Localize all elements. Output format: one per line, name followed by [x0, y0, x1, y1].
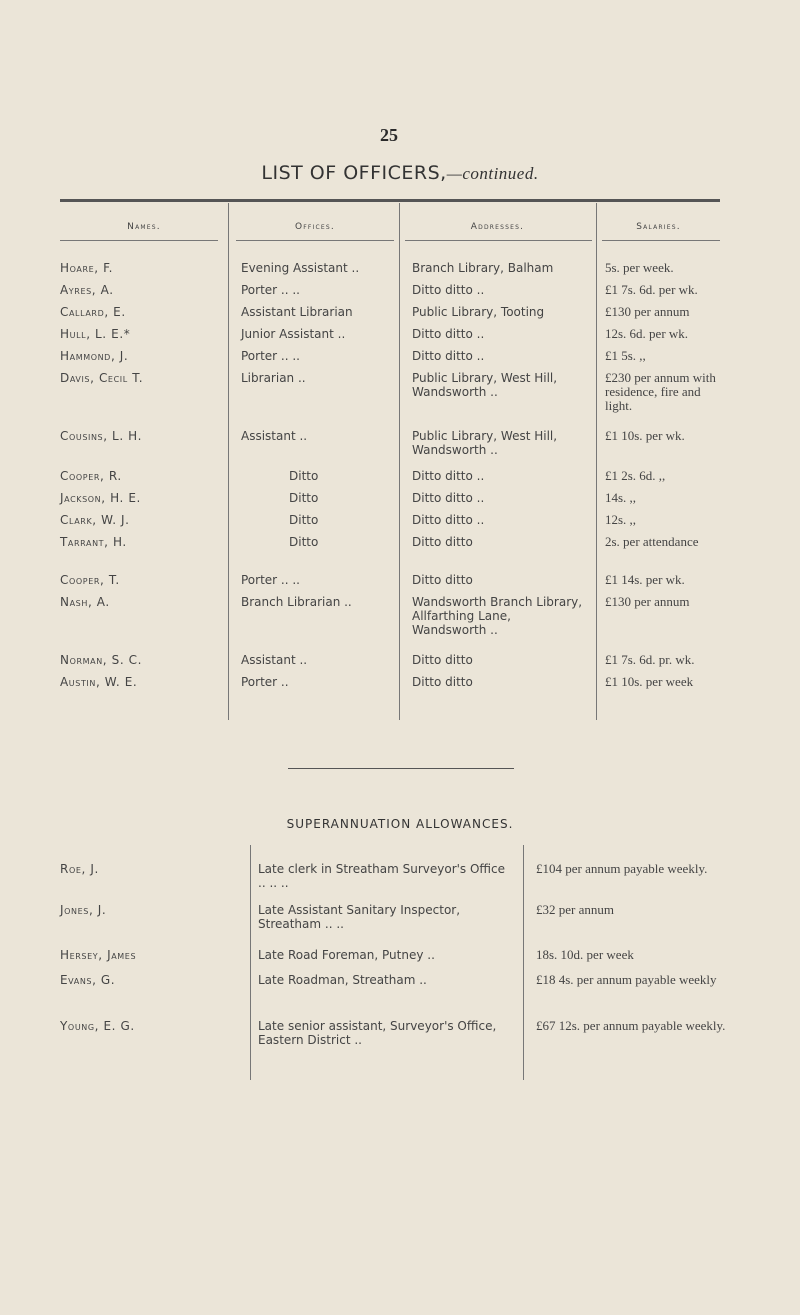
officer-office: Porter .. .. — [241, 349, 300, 363]
officer-name: Davis, Cecil T. — [60, 371, 144, 385]
allowance-name: Roe, J. — [60, 862, 99, 876]
header-rule-addresses — [405, 240, 592, 241]
officer-name: Cousins, L. H. — [60, 429, 143, 443]
officer-address: Ditto ditto .. — [412, 349, 485, 363]
officer-name: Clark, W. J. — [60, 513, 130, 527]
header-salaries: Salaries. — [636, 222, 681, 232]
officer-salary: £1 10s. per wk. — [605, 428, 685, 443]
allowance-amount: £104 per annum payable weekly. — [536, 861, 708, 876]
officer-salary: 12s. ,, — [605, 512, 637, 527]
officer-address: Ditto ditto — [412, 535, 473, 549]
officer-salary: 14s. ,, — [605, 490, 637, 505]
allowance-description: Late Roadman, Streatham .. — [258, 973, 427, 987]
allowance-description: Late Road Foreman, Putney .. — [258, 948, 435, 962]
officer-salary: 2s. per attendance — [605, 534, 699, 549]
officer-address: Ditto ditto .. — [412, 283, 485, 297]
officer-address: Wandsworth Branch Library, Allfarthing Lane, Wandsworth .. — [412, 595, 583, 637]
officer-name: Austin, W. E. — [60, 675, 138, 689]
allowance-description: Late senior assistant, Surveyor's Office, Eastern District .. — [258, 1019, 497, 1047]
officer-office: Assistant .. — [241, 429, 308, 443]
header-rule-offices — [236, 240, 394, 241]
column-divider-1 — [228, 203, 229, 720]
page-number: 25 — [380, 125, 398, 145]
officer-name: Jackson, H. E. — [60, 491, 141, 505]
header-rule-names — [60, 240, 218, 241]
officer-salary: £1 5s. ,, — [605, 348, 646, 363]
officer-salary: £1 7s. 6d. per wk. — [605, 282, 698, 297]
officer-office: Ditto — [289, 469, 319, 483]
officer-office: Ditto — [289, 535, 319, 549]
officer-office: Porter .. .. — [241, 573, 300, 587]
officer-salary: £1 14s. per wk. — [605, 572, 685, 587]
allowance-name: Hersey, James — [60, 948, 137, 962]
officer-address: Public Library, Tooting — [412, 305, 545, 319]
officer-office: Ditto — [289, 491, 319, 505]
officer-name: Hammond, J. — [60, 349, 129, 363]
officer-salary: £130 per annum — [605, 594, 690, 609]
officer-address: Ditto ditto .. — [412, 327, 485, 341]
allowance-description: Late Assistant Sanitary Inspector, Streatham .. .. — [258, 903, 461, 931]
page-title — [0, 162, 800, 184]
officer-name: Norman, S. C. — [60, 653, 143, 667]
section-divider — [288, 768, 514, 769]
officer-name: Hoare, F. — [60, 261, 114, 275]
officer-name: Ayres, A. — [60, 283, 114, 297]
allowance-amount: £67 12s. per annum payable weekly. — [536, 1018, 726, 1033]
officer-office: Porter .. — [241, 675, 289, 689]
allowance-amount: £18 4s. per annum payable weekly — [536, 972, 717, 987]
officer-salary: £1 2s. 6d. ,, — [605, 468, 666, 483]
officer-office: Branch Librarian .. — [241, 595, 352, 609]
allowance-name: Young, E. G. — [60, 1019, 135, 1033]
officer-name: Cooper, R. — [60, 469, 122, 483]
officer-address: Ditto ditto — [412, 653, 473, 667]
officer-salary: 5s. per week. — [605, 260, 674, 275]
allowance-column-divider-1 — [250, 845, 251, 1080]
officer-address: Branch Library, Balham — [412, 261, 554, 275]
title-suffix: —continued. — [446, 164, 539, 183]
header-rule-salaries — [602, 240, 720, 241]
officer-address: Ditto ditto .. — [412, 469, 485, 483]
officer-name: Tarrant, H. — [60, 535, 127, 549]
allowance-name: Jones, J. — [60, 903, 107, 917]
officer-address: Ditto ditto .. — [412, 491, 485, 505]
officer-office: Assistant .. — [241, 653, 308, 667]
officer-salary: £1 10s. per week — [605, 674, 694, 689]
column-divider-2 — [399, 203, 400, 720]
officer-name: Callard, E. — [60, 305, 126, 319]
officer-office: Evening Assistant .. — [241, 261, 360, 275]
officer-salary: £1 7s. 6d. pr. wk. — [605, 652, 695, 667]
officer-salary: £130 per annum — [605, 304, 690, 319]
officer-address: Ditto ditto — [412, 573, 473, 587]
officer-name: Hull, L. E.* — [60, 327, 131, 341]
officer-salary: 12s. 6d. per wk. — [605, 326, 689, 341]
officer-name: Nash, A. — [60, 595, 110, 609]
allowance-amount: 18s. 10d. per week — [536, 947, 634, 962]
officer-office: Assistant Librarian — [241, 305, 353, 319]
column-divider-3 — [596, 203, 597, 720]
officer-office: Ditto — [289, 513, 319, 527]
officer-address: Public Library, West Hill, Wandsworth .. — [412, 429, 558, 457]
allowance-column-divider-2 — [523, 845, 524, 1080]
officer-address: Ditto ditto — [412, 675, 473, 689]
allowance-amount: £32 per annum — [536, 902, 614, 917]
officer-name: Cooper, T. — [60, 573, 120, 587]
title-main: LIST OF OFFICERS, — [261, 162, 447, 184]
header-names: Names. — [127, 222, 161, 232]
allowance-name: Evans, G. — [60, 973, 116, 987]
officer-office: Librarian .. — [241, 371, 306, 385]
superannuation-title: SUPERANNUATION ALLOWANCES. — [286, 817, 514, 831]
officer-address: Public Library, West Hill, Wandsworth .. — [412, 371, 558, 399]
allowance-description: Late clerk in Streatham Surveyor's Office .. .. .. — [258, 862, 506, 890]
header-addresses: Addresses. — [470, 222, 525, 232]
officer-salary: £230 per annum with residence, fire and light. — [605, 370, 716, 413]
header-offices: Offices. — [294, 222, 335, 232]
officer-address: Ditto ditto .. — [412, 513, 485, 527]
table-top-rule — [60, 199, 720, 202]
officer-office: Junior Assistant .. — [241, 327, 346, 341]
officer-office: Porter .. .. — [241, 283, 300, 297]
